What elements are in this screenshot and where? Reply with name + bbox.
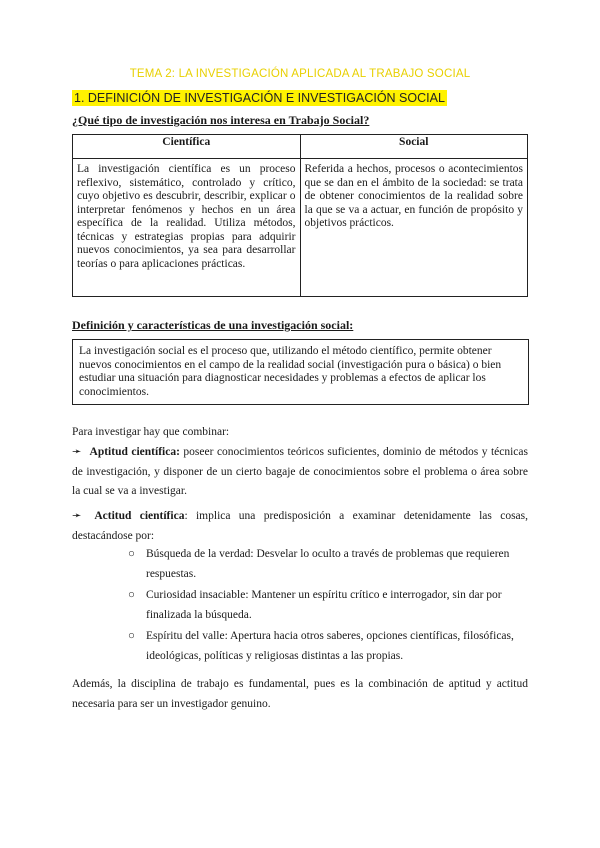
actitud-text: : implica una predisposición a examinar detenidamente las cosas, destacándose por: bbox=[72, 510, 529, 542]
circle-bullet-icon: ○ bbox=[128, 589, 135, 601]
circle-bullet-icon: ○ bbox=[128, 548, 135, 560]
document-title: TEMA 2: LA INVESTIGACIÓN APLICADA AL TRABAJO SOCIAL bbox=[129, 68, 471, 80]
aptitud-text: poseer conocimientos teóricos suficientes, dominio de métodos y técnicas de investigación, y disponer de un cierto bagaje de conocimientos sobre el problema o área sobre la cual se va a investigar. bbox=[72, 446, 528, 497]
circle-bullet-icon: ○ bbox=[128, 630, 135, 642]
definition-box: La investigación social es el proceso que, utilizando el método científico, permite obtener nuevos conocimientos en el campo de la realidad social (investigación pura o básica) o bien estudiar una situación para diagnosticar necesidades y problemas a efectos de aplicar los conocimientos. bbox=[72, 339, 529, 405]
list-item bbox=[128, 627, 528, 666]
table-row bbox=[73, 159, 528, 297]
traits-list bbox=[128, 545, 528, 668]
trait-text: Búsqueda de la verdad: Desvelar lo oculto a través de problemas que requieren respuestas. bbox=[146, 548, 510, 580]
table-header-cientifica: Científica bbox=[73, 135, 301, 159]
table-header-social: Social bbox=[300, 135, 528, 159]
arrow-icon: ➛ bbox=[72, 510, 82, 522]
list-item bbox=[128, 545, 528, 584]
trait-text: Curiosidad insaciable: Mantener un espíritu crítico e interrogador, sin dar por finalizada la búsqueda. bbox=[146, 589, 502, 621]
definition-heading: Definición y características de una investigación social: bbox=[72, 318, 354, 332]
table-cell-cientifica: La investigación científica es un proceso reflexivo, sistemático, controlado y crítico, cuyo objetivo es descubrir, describir, explicar o interpretar fenómenos y hechos en un área específica de la realidad. Utiliza métodos, técnicas y estrategias propias para adquirir nuevos conocimientos, ya sea para desarrollar teorías o para aplicaciones prácticas. bbox=[73, 159, 301, 297]
comparison-table bbox=[72, 134, 528, 297]
arrow-icon: ➛ bbox=[72, 446, 82, 458]
intro-paragraph: Para investigar hay que combinar: bbox=[72, 426, 230, 438]
actitud-label: Actitud científica bbox=[94, 510, 185, 522]
list-item bbox=[128, 586, 528, 625]
closing-paragraph: Además, la disciplina de trabajo es fundamental, pues es la combinación de aptitud y actitud necesaria para ser un investigador genuino. bbox=[72, 678, 528, 710]
section-heading: 1. DEFINICIÓN DE INVESTIGACIÓN E INVESTIGACIÓN SOCIAL bbox=[74, 91, 445, 105]
trait-text: Espíritu del valle: Apertura hacia otros saberes, opciones científicas, filosóficas, ideológicas, políticas y religiosas distintas a las propias. bbox=[146, 630, 514, 662]
aptitud-paragraph bbox=[72, 443, 528, 502]
table-cell-social: Referida a hechos, procesos o acontecimientos que se dan en el ámbito de la sociedad: se trata de obtener conocimientos de la realidad sobre la que se va a actuar, en función de propósito y objetivos prácticos. bbox=[300, 159, 528, 297]
question-heading: ¿Qué tipo de investigación nos interesa en Trabajo Social? bbox=[72, 113, 370, 127]
actitud-paragraph bbox=[72, 507, 528, 546]
aptitud-label: Aptitud científica: bbox=[89, 446, 180, 458]
table-header-row bbox=[73, 135, 528, 159]
